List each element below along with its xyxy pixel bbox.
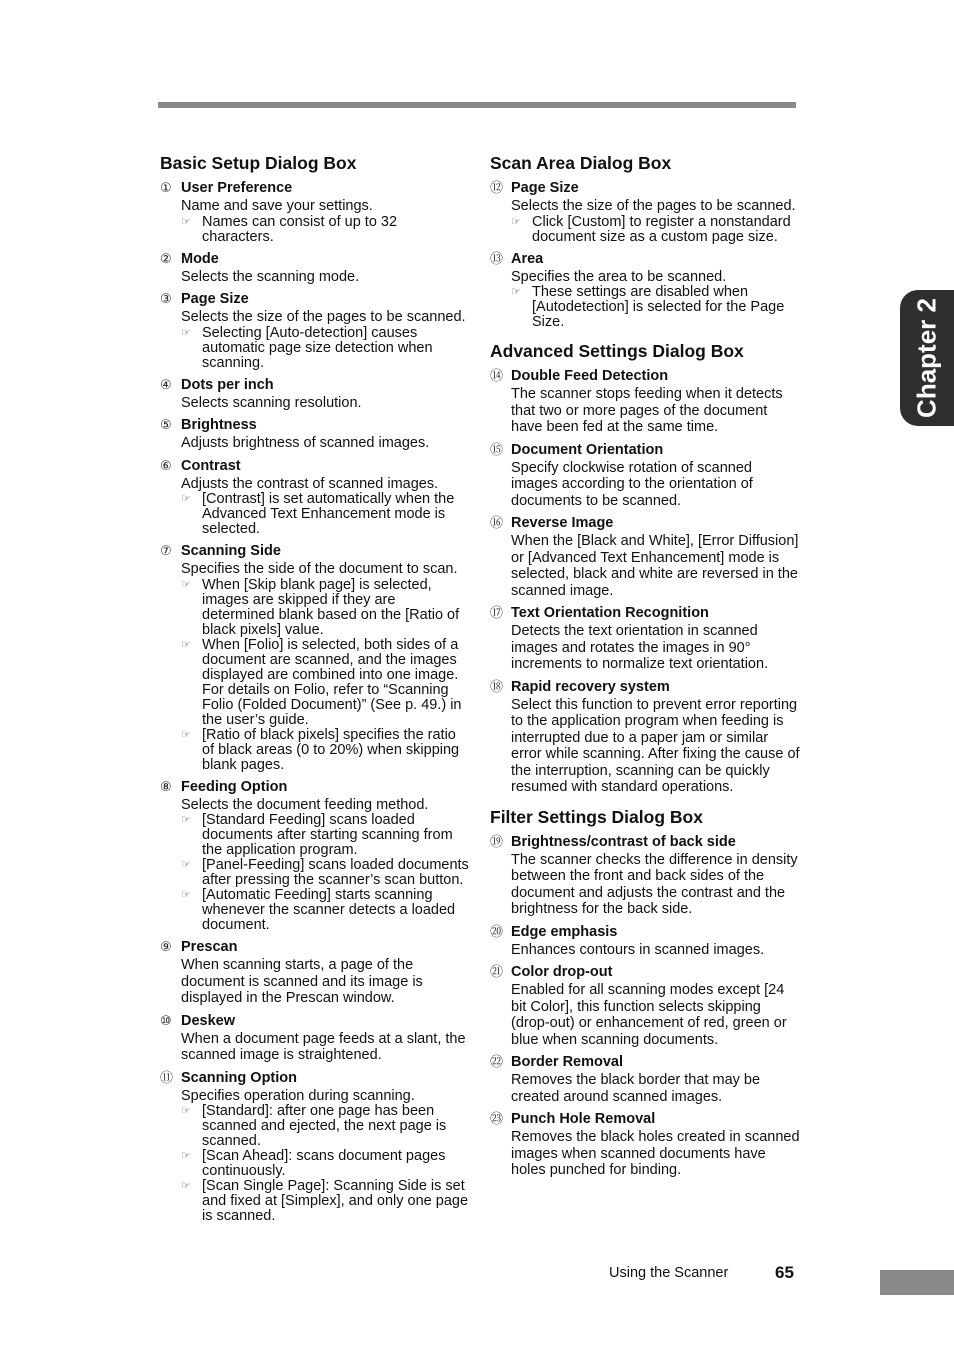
pointing-hand-icon: ☞ xyxy=(181,578,191,591)
item-description: When scanning starts, a page of the document is scanned and its image is displayed in the Prescan window. xyxy=(181,957,423,1006)
item-title: Brightness/contrast of back side xyxy=(511,833,736,850)
item-title: Area xyxy=(511,250,544,267)
setting-item xyxy=(490,962,800,1048)
setting-item xyxy=(160,249,470,286)
note-text: [Panel-Feeding] scans loaded documents after pressing the scanner’s scan button. xyxy=(202,857,469,888)
note xyxy=(511,285,800,330)
item-title: Feeding Option xyxy=(181,778,288,795)
left-column xyxy=(160,152,470,1228)
setting-item xyxy=(160,541,470,773)
item-title: Brightness xyxy=(181,417,257,433)
item-number: ⑩ xyxy=(160,1012,172,1028)
pointing-hand-icon: ☞ xyxy=(181,728,191,741)
note xyxy=(181,638,470,728)
setting-item xyxy=(160,178,470,245)
note-text: Selecting [Auto-detection] causes automatic page size detection when scanning. xyxy=(202,324,433,371)
item-number: ㉑ xyxy=(490,964,504,979)
pointing-hand-icon: ☞ xyxy=(181,1105,191,1117)
item-description: Specifies operation during scanning. xyxy=(181,1087,415,1104)
item-title: User Preference xyxy=(181,180,293,196)
chapter-label: Chapter 2 xyxy=(911,298,942,418)
note xyxy=(181,1104,470,1149)
item-title: Document Orientation xyxy=(511,441,664,458)
setting-item-heading xyxy=(160,1068,470,1088)
item-title: Scanning Side xyxy=(181,543,281,559)
pointing-hand-icon: ☞ xyxy=(181,1150,191,1162)
item-description: When a document page feeds at a slant, the scanned image is straightened. xyxy=(181,1030,466,1063)
item-title: Edge emphasis xyxy=(511,923,618,940)
setting-item-heading xyxy=(490,1052,800,1072)
setting-item xyxy=(490,1052,800,1105)
note-text: [Standard Feeding] scans loaded documents after starting scanning from the application program. xyxy=(202,812,453,858)
section xyxy=(490,152,800,330)
note-text: When [Folio] is selected, both sides of a document are scanned, and the images displayed are combined into one image. For details on Folio, refer to “Scanning Folio (Folded Document)” (See p. 49.) in the user’s guide. xyxy=(202,636,462,728)
item-title: Prescan xyxy=(181,939,238,955)
item-title: Border Removal xyxy=(511,1054,624,1070)
note xyxy=(181,813,470,858)
item-description: Removes the black border that may be created around scanned images. xyxy=(511,1072,761,1105)
item-number: ⑯ xyxy=(490,515,504,530)
item-number: ⑫ xyxy=(490,180,504,195)
item-description: Enhances contours in scanned images. xyxy=(511,941,765,958)
setting-item xyxy=(490,249,800,331)
item-title: Text Orientation Recognition xyxy=(511,605,709,621)
item-number: ⑧ xyxy=(160,778,172,794)
setting-item xyxy=(160,1068,470,1225)
setting-item-heading xyxy=(490,366,800,386)
note-text: [Contrast] is set automatically when the Advanced Text Enhancement mode is selected. xyxy=(202,491,455,537)
item-title: Double Feed Detection xyxy=(511,368,669,384)
setting-item xyxy=(490,1109,800,1179)
item-description: Name and save your settings. xyxy=(181,198,373,214)
item-title: Dots per inch xyxy=(181,376,274,393)
pointing-hand-icon: ☞ xyxy=(181,326,191,339)
note xyxy=(181,326,470,371)
item-title: Page Size xyxy=(511,180,579,196)
item-title: Deskew xyxy=(181,1012,236,1029)
item-number: ④ xyxy=(160,376,172,392)
item-number: ㉓ xyxy=(490,1111,504,1126)
item-number: ⑦ xyxy=(160,543,172,558)
item-description: Adjusts brightness of scanned images. xyxy=(181,435,430,451)
item-title: Scanning Option xyxy=(181,1069,297,1086)
section xyxy=(160,152,470,1224)
setting-item-heading xyxy=(160,777,470,797)
note-text: Click [Custom] to register a nonstandard document size as a custom page size. xyxy=(532,213,791,245)
item-number: ⑳ xyxy=(490,923,504,939)
setting-item xyxy=(490,178,800,245)
item-number: ⑱ xyxy=(490,678,504,694)
item-description: Specifies the area to be scanned. xyxy=(511,268,727,285)
section-title: Basic Setup Dialog Box xyxy=(160,153,357,173)
pointing-hand-icon: ☞ xyxy=(181,859,191,871)
setting-item-heading xyxy=(160,375,470,395)
header-rule xyxy=(158,102,796,108)
pointing-hand-icon: ☞ xyxy=(181,638,191,651)
item-description: Select this function to prevent error reporting to the application program when feeding is interrupted due to a paper jam or similar error while scanning. After fixing the cause of the interruption, scanning can be quickly resumed with standard operations. xyxy=(511,696,800,795)
setting-item-heading xyxy=(160,456,470,476)
section-title: Advanced Settings Dialog Box xyxy=(490,341,744,361)
setting-item-heading xyxy=(490,832,800,852)
setting-item xyxy=(490,677,800,796)
pointing-hand-icon: ☞ xyxy=(511,286,521,298)
note xyxy=(181,1179,470,1224)
pointing-hand-icon: ☞ xyxy=(181,493,191,505)
setting-item xyxy=(160,1011,470,1064)
pointing-hand-icon: ☞ xyxy=(511,215,521,228)
setting-item-heading xyxy=(160,289,470,309)
item-description: Selects the size of the pages to be scanned. xyxy=(181,309,466,325)
note-text: Names can consist of up to 32 characters. xyxy=(202,213,398,245)
item-description: The scanner checks the difference in density between the front and back sides of the document and adjusts the contrast and the brightness for the back side. xyxy=(511,851,798,917)
note-text: These settings are disabled when [Autodetection] is selected for the Page Size. xyxy=(532,284,785,330)
setting-item xyxy=(160,375,470,412)
footer-section-title: Using the Scanner xyxy=(609,1265,729,1281)
item-description: The scanner stops feeding when it detects that two or more pages of the document have been fed at the same time. xyxy=(511,386,783,435)
item-number: ⑪ xyxy=(160,1069,174,1085)
setting-item-heading xyxy=(490,1109,800,1129)
item-number: ⑭ xyxy=(490,368,504,383)
setting-item-heading xyxy=(490,513,800,533)
item-number: ⑤ xyxy=(160,417,172,432)
section xyxy=(490,340,800,796)
item-description: When the [Black and White], [Error Diffusion] or [Advanced Text Enhancement] mode is selected, black and white are reversed in the scanned image. xyxy=(511,533,799,599)
item-description: Adjusts the contrast of scanned images. xyxy=(181,475,439,492)
setting-item-heading xyxy=(160,178,470,198)
pointing-hand-icon: ☞ xyxy=(181,889,191,901)
note-text: [Standard]: after one page has been scanned and ejected, the next page is scanned. xyxy=(202,1103,447,1149)
setting-item xyxy=(490,832,800,918)
setting-item xyxy=(160,415,470,452)
right-column xyxy=(490,152,800,1183)
pointing-hand-icon: ☞ xyxy=(181,1180,191,1192)
item-description: Specifies the side of the document to scan. xyxy=(181,561,458,577)
chapter-tab xyxy=(900,290,954,426)
item-description: Selects scanning resolution. xyxy=(181,394,362,411)
item-title: Reverse Image xyxy=(511,515,614,531)
item-title: Page Size xyxy=(181,291,249,307)
setting-item-heading xyxy=(490,178,800,198)
item-number: ③ xyxy=(160,291,172,306)
item-number: ㉒ xyxy=(490,1054,504,1069)
item-title: Contrast xyxy=(181,457,241,474)
note xyxy=(181,215,470,245)
setting-item-heading xyxy=(160,1011,470,1031)
item-description: Specify clockwise rotation of scanned images according to the orientation of documents to be scanned. xyxy=(511,459,753,509)
item-description: Selects the scanning mode. xyxy=(181,268,360,285)
setting-item-heading xyxy=(490,922,800,942)
setting-item-heading xyxy=(160,415,470,435)
item-description: Detects the text orientation in scanned images and rotates the images in 90° increments to normalize text orientation. xyxy=(511,623,769,672)
pointing-hand-icon: ☞ xyxy=(181,215,191,228)
setting-item-heading xyxy=(490,677,800,697)
setting-item-heading xyxy=(160,249,470,269)
item-description: Selects the document feeding method. xyxy=(181,796,429,813)
item-number: ⑥ xyxy=(160,457,172,473)
setting-item xyxy=(490,513,800,599)
setting-item-heading xyxy=(490,962,800,982)
note xyxy=(181,728,470,773)
note xyxy=(181,1149,470,1179)
note-text: [Scan Single Page]: Scanning Side is set and fixed at [Simplex], and only one page is scanned. xyxy=(202,1178,469,1224)
item-title: Rapid recovery system xyxy=(511,678,670,695)
pointing-hand-icon: ☞ xyxy=(181,814,191,826)
setting-item-heading xyxy=(160,937,470,957)
note-text: [Scan Ahead]: scans document pages continuously. xyxy=(202,1148,446,1179)
item-number: ⑰ xyxy=(490,605,504,620)
note xyxy=(181,888,470,933)
item-number: ⑮ xyxy=(490,441,504,457)
item-description: Enabled for all scanning modes except [24 bit Color], this function selects skipping (drop-out) or enhancement of red, green or blue when scanning documents. xyxy=(511,982,787,1048)
setting-item xyxy=(490,922,800,959)
note-text: When [Skip blank page] is selected, images are skipped if they are determined blank based on the [Ratio of black pixels] value. xyxy=(202,576,460,638)
item-number: ⑲ xyxy=(490,833,504,849)
setting-item-heading xyxy=(490,603,800,623)
page-number: 65 xyxy=(775,1263,794,1282)
setting-item-heading xyxy=(160,541,470,561)
setting-item xyxy=(160,777,470,934)
item-title: Punch Hole Removal xyxy=(511,1111,656,1127)
item-description: Removes the black holes created in scanned images when scanned documents have holes punched for binding. xyxy=(511,1129,800,1178)
item-title: Mode xyxy=(181,250,219,267)
item-title: Color drop-out xyxy=(511,964,613,980)
item-number: ② xyxy=(160,250,172,266)
item-number: ⑬ xyxy=(490,250,504,266)
section-title: Filter Settings Dialog Box xyxy=(490,806,703,827)
footer-block xyxy=(880,1270,954,1295)
setting-item xyxy=(490,603,800,673)
item-number: ⑨ xyxy=(160,939,172,954)
note xyxy=(181,578,470,638)
note xyxy=(511,215,800,245)
section xyxy=(490,806,800,1179)
section-title: Scan Area Dialog Box xyxy=(490,153,672,173)
setting-item xyxy=(160,937,470,1007)
note-text: [Automatic Feeding] starts scanning whenever the scanner detects a loaded document. xyxy=(202,887,456,933)
setting-item xyxy=(490,440,800,510)
setting-item-heading xyxy=(490,440,800,460)
setting-item-heading xyxy=(490,249,800,269)
setting-item xyxy=(160,289,470,371)
setting-item xyxy=(490,366,800,436)
item-number: ① xyxy=(160,180,172,195)
setting-item xyxy=(160,456,470,538)
note-text: [Ratio of black pixels] specifies the ratio of black areas (0 to 20%) when skipping blank pages. xyxy=(202,726,460,773)
note xyxy=(181,492,470,537)
note xyxy=(181,858,470,888)
item-description: Selects the size of the pages to be scanned. xyxy=(511,198,796,214)
